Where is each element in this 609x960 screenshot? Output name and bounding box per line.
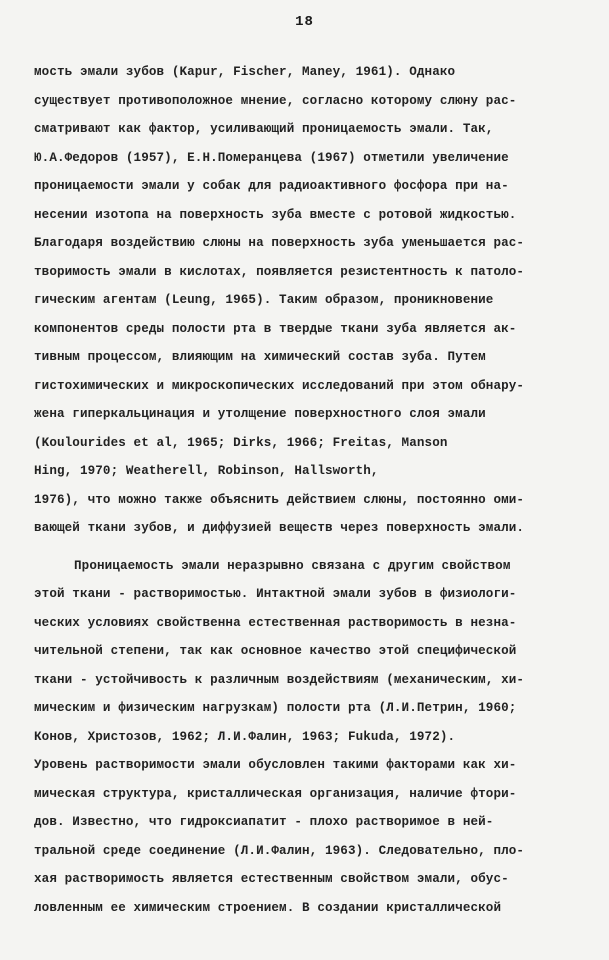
paragraph-1 xyxy=(34,58,582,543)
body-text xyxy=(34,58,582,922)
text-line: проницаемости эмали у собак для радиоактивного фосфора при на- xyxy=(34,179,509,193)
text-line: Конов, Христозов, 1962; Л.И.Фалин, 1963; Fukuda, 1972). xyxy=(34,729,456,744)
text-line: ткани - устойчивость к различным воздействиям (механическим, хи- xyxy=(34,672,525,687)
text-line: Благодаря воздействию слюны на поверхность зуба уменьшается рас- xyxy=(34,236,525,250)
paragraph-2 xyxy=(34,552,582,923)
text-line: вающей ткани зубов, и диффузией веществ через поверхность эмали. xyxy=(34,521,525,535)
text-line: ческих условиях свойственна естественная растворимость в незна- xyxy=(34,615,517,630)
text-line: мость эмали зубов (Kapur, Fischer, Maney, 1961). Однако xyxy=(34,65,456,79)
text-line: чительной степени, так как основное качество этой специфической xyxy=(34,644,517,658)
text-line: ловленным ее химическим строением. В создании кристаллической xyxy=(34,900,502,915)
text-line: Проницаемость эмали неразрывно связана с другим свойством xyxy=(74,558,511,573)
text-line: несении изотопа на поверхность зуба вместе с ротовой жидкостью. xyxy=(34,207,517,222)
text-line: тивным процессом, влияющим на химический состав зуба. Путем xyxy=(34,350,486,364)
text-line: 1976), что можно также объяснить действием слюны, постоянно оми- xyxy=(34,492,525,507)
text-line: Уровень растворимости эмали обусловлен такими факторами как хи- xyxy=(34,758,517,772)
text-line: (Koulourides et al, 1965; Dirks, 1966; Freitas, Manson xyxy=(34,435,448,450)
text-line: этой ткани - растворимостью. Интактной эмали зубов в физиологи- xyxy=(34,587,517,601)
text-line: тральной среде соединение (Л.И.Фалин, 1963). Следовательно, пло- xyxy=(34,843,525,858)
text-line: сматривают как фактор, усиливающий проницаемость эмали. Так, xyxy=(34,122,494,136)
text-line: хая растворимость является естественным свойством эмали, обус- xyxy=(34,872,509,886)
text-line: дов. Известно, что гидроксиапатит - плохо растворимое в ней- xyxy=(34,815,494,829)
text-line: жена гиперкальцинация и утолщение поверхностного слоя эмали xyxy=(34,407,486,421)
text-line: гистохимических и микроскопических исследований при этом обнару- xyxy=(34,378,525,393)
text-line: мическим и физическим нагрузкам) полости рта (Л.И.Петрин, 1960; xyxy=(34,701,517,715)
text-line: компонентов среды полости рта в твердые ткани зуба является ак- xyxy=(34,321,517,336)
text-line: мическая структура, кристаллическая организация, наличие фтори- xyxy=(34,786,517,801)
text-line: существует противоположное мнение, согласно которому слюну рас- xyxy=(34,93,517,108)
text-line: творимость эмали в кислотах, появляется резистентность к патоло- xyxy=(34,264,525,279)
page-number: 18 xyxy=(295,14,314,30)
text-line: Hing, 1970; Weatherell, Robinson, Hallsworth, xyxy=(34,464,379,478)
text-line: Ю.А.Федоров (1957), Е.Н.Померанцева (1967) отметили увеличение xyxy=(34,150,509,165)
text-line: гическим агентам (Leung, 1965). Таким образом, проникновение xyxy=(34,293,494,307)
